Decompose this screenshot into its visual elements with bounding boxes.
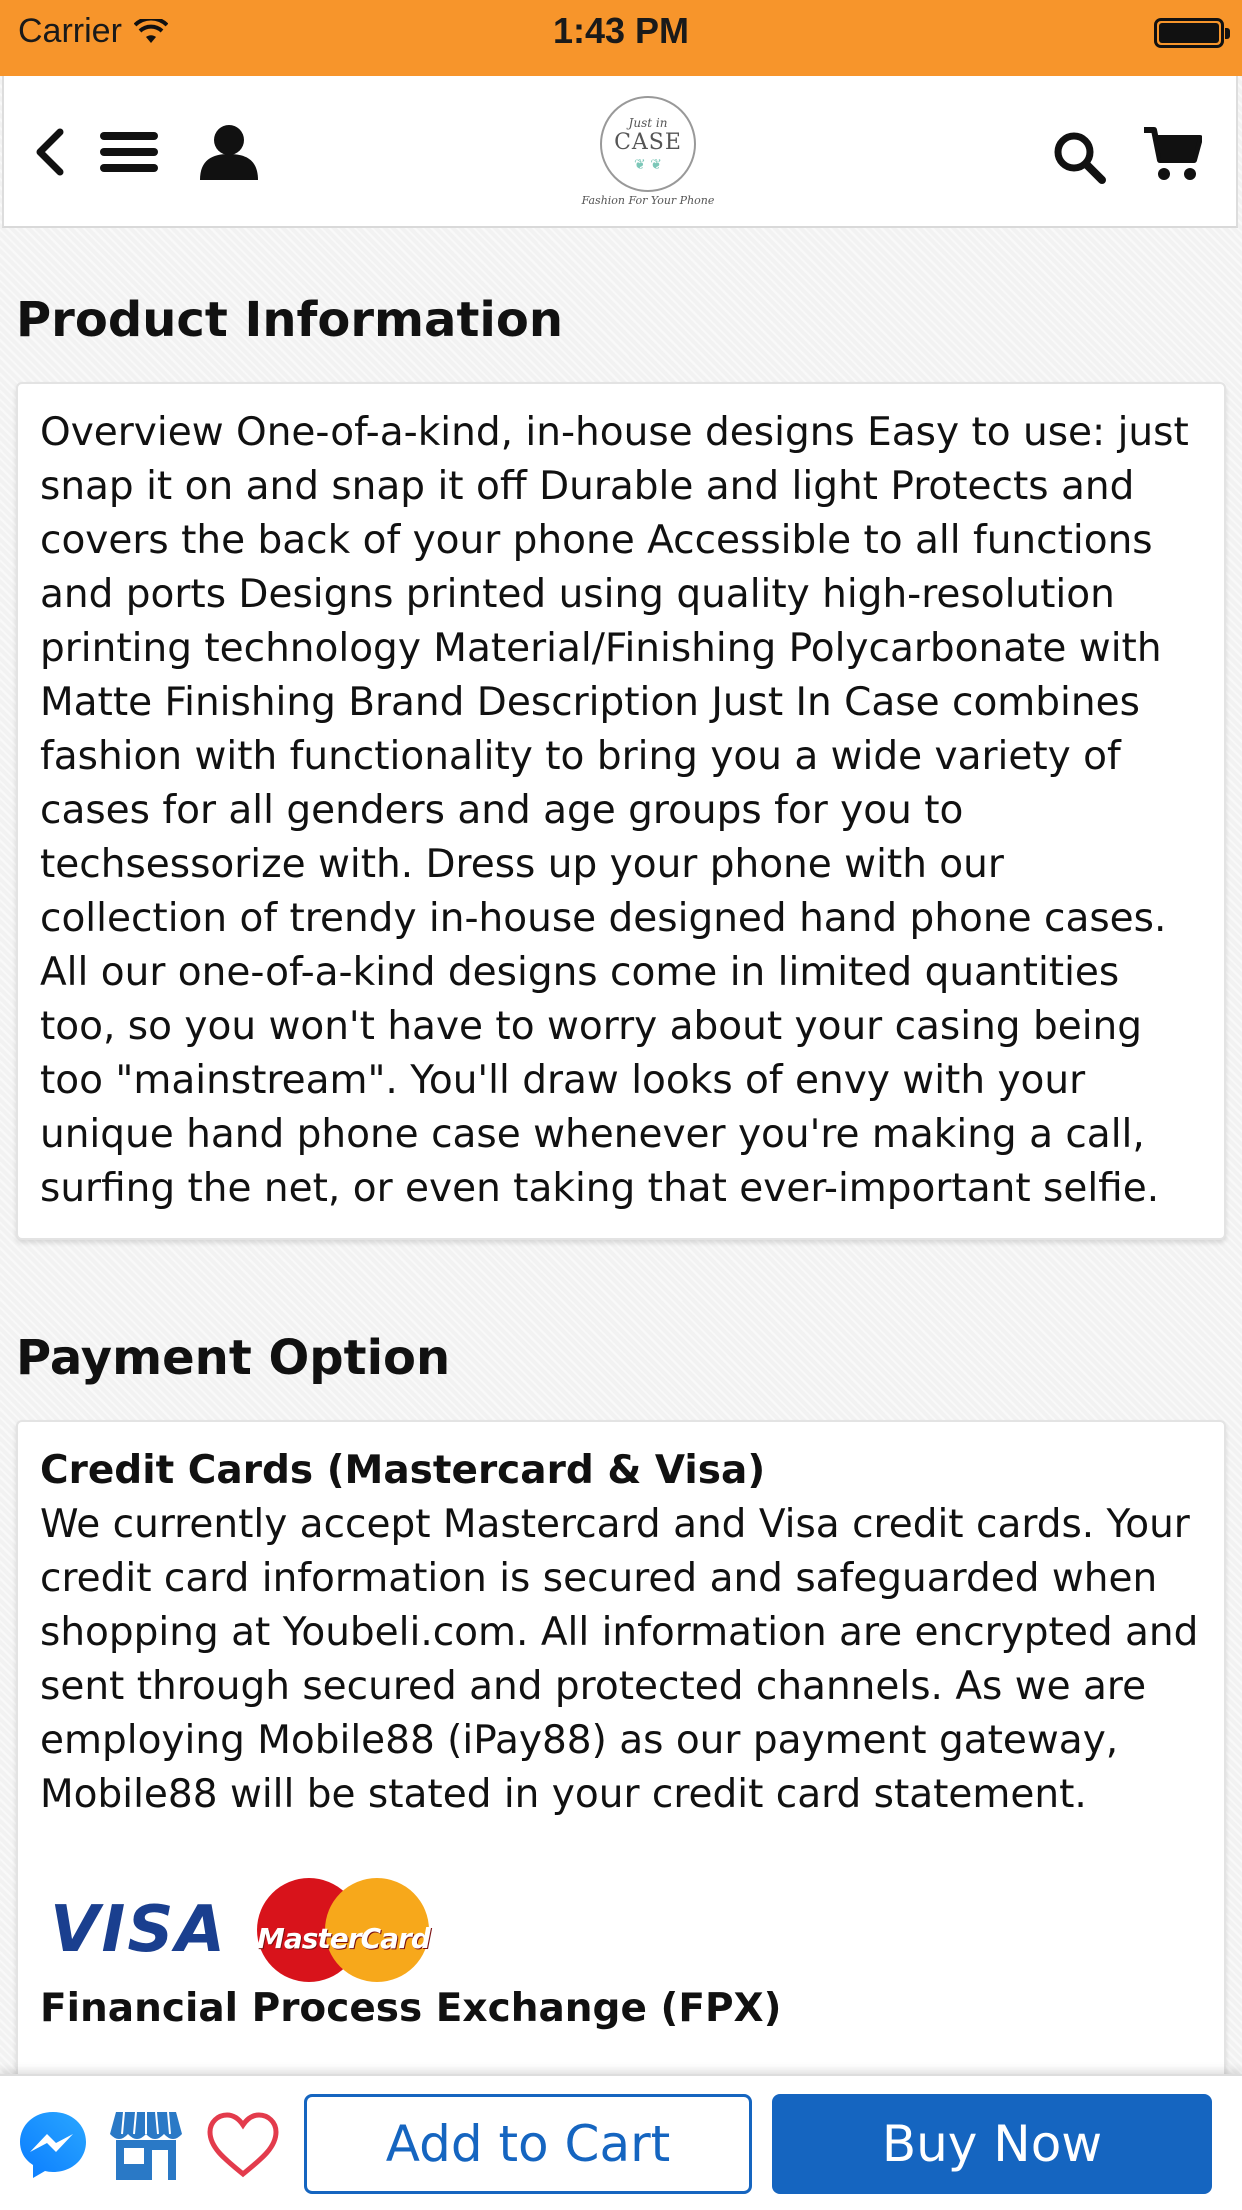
bottom-action-bar bbox=[0, 2074, 1242, 2210]
credit-cards-heading: Credit Cards (Mastercard & Visa) bbox=[40, 1448, 766, 1493]
menu-icon[interactable] bbox=[100, 132, 158, 172]
leaves-icon: ❦ ❦ bbox=[634, 156, 662, 173]
product-information-card bbox=[16, 382, 1226, 1240]
heart-icon[interactable] bbox=[206, 2112, 280, 2178]
buy-now-button[interactable]: Buy Now bbox=[772, 2094, 1212, 2194]
brand-logo[interactable] bbox=[600, 96, 696, 192]
clock: 1:43 PM bbox=[552, 10, 690, 51]
card-logos bbox=[40, 1878, 1202, 1982]
app-header bbox=[2, 76, 1238, 228]
mastercard-logo bbox=[257, 1878, 429, 1982]
back-icon[interactable] bbox=[32, 128, 66, 176]
cart-icon[interactable] bbox=[1142, 126, 1202, 182]
carrier-label: Carrier bbox=[18, 12, 122, 50]
status-bar bbox=[0, 0, 1242, 76]
visa-logo: VISA bbox=[50, 1893, 227, 1967]
logo-line1: Just in bbox=[628, 115, 668, 130]
payment-option-card bbox=[16, 1420, 1226, 2140]
product-information-title: Product Information bbox=[16, 292, 563, 348]
store-icon[interactable] bbox=[110, 2110, 182, 2180]
logo-line2: CASE bbox=[614, 129, 682, 155]
payment-option-title: Payment Option bbox=[16, 1330, 451, 1386]
logo-tagline: Fashion For Your Phone bbox=[581, 194, 715, 207]
credit-cards-text: We currently accept Mastercard and Visa credit cards. Your credit card information is secured and safeguarded when shopping at Youbeli.com. All information are encrypted and sent through secured and protected channels. As we are employing Mobile88 (iPay88) as our payment gateway, Mobile88 will be stated in your credit card statement. bbox=[40, 1502, 1199, 1817]
mastercard-label: MasterCard bbox=[256, 1922, 430, 1955]
account-icon[interactable] bbox=[198, 124, 260, 180]
messenger-icon[interactable] bbox=[16, 2108, 90, 2182]
battery-icon bbox=[1154, 18, 1224, 48]
search-icon[interactable] bbox=[1052, 130, 1106, 184]
add-to-cart-button[interactable]: Add to Cart bbox=[304, 2094, 752, 2194]
fpx-heading: Financial Process Exchange (FPX) bbox=[40, 1986, 782, 2031]
product-description: Overview One-of-a-kind, in-house designs Easy to use: just snap it on and snap it off Durable and light Protects and covers the back of your phone Accessible to all functions and ports Designs printed using quality high-resolution printing technology Material/Finishing Polycarbonate with Matte Finishing Brand Description Just In Case combines fashion with functionality to bring you a wide variety of cases for all genders and age groups for you to techsessorize with. Dress up your phone with our collection of trendy in-house designed hand phone cases. All our one-of-a-kind designs come in limited quantities too, so you won't have to worry about your casing being too "mainstream". You'll draw looks of envy with your unique hand phone case whenever you're making a call, surfing the net, or even taking that ever-important selfie. bbox=[40, 410, 1189, 1211]
